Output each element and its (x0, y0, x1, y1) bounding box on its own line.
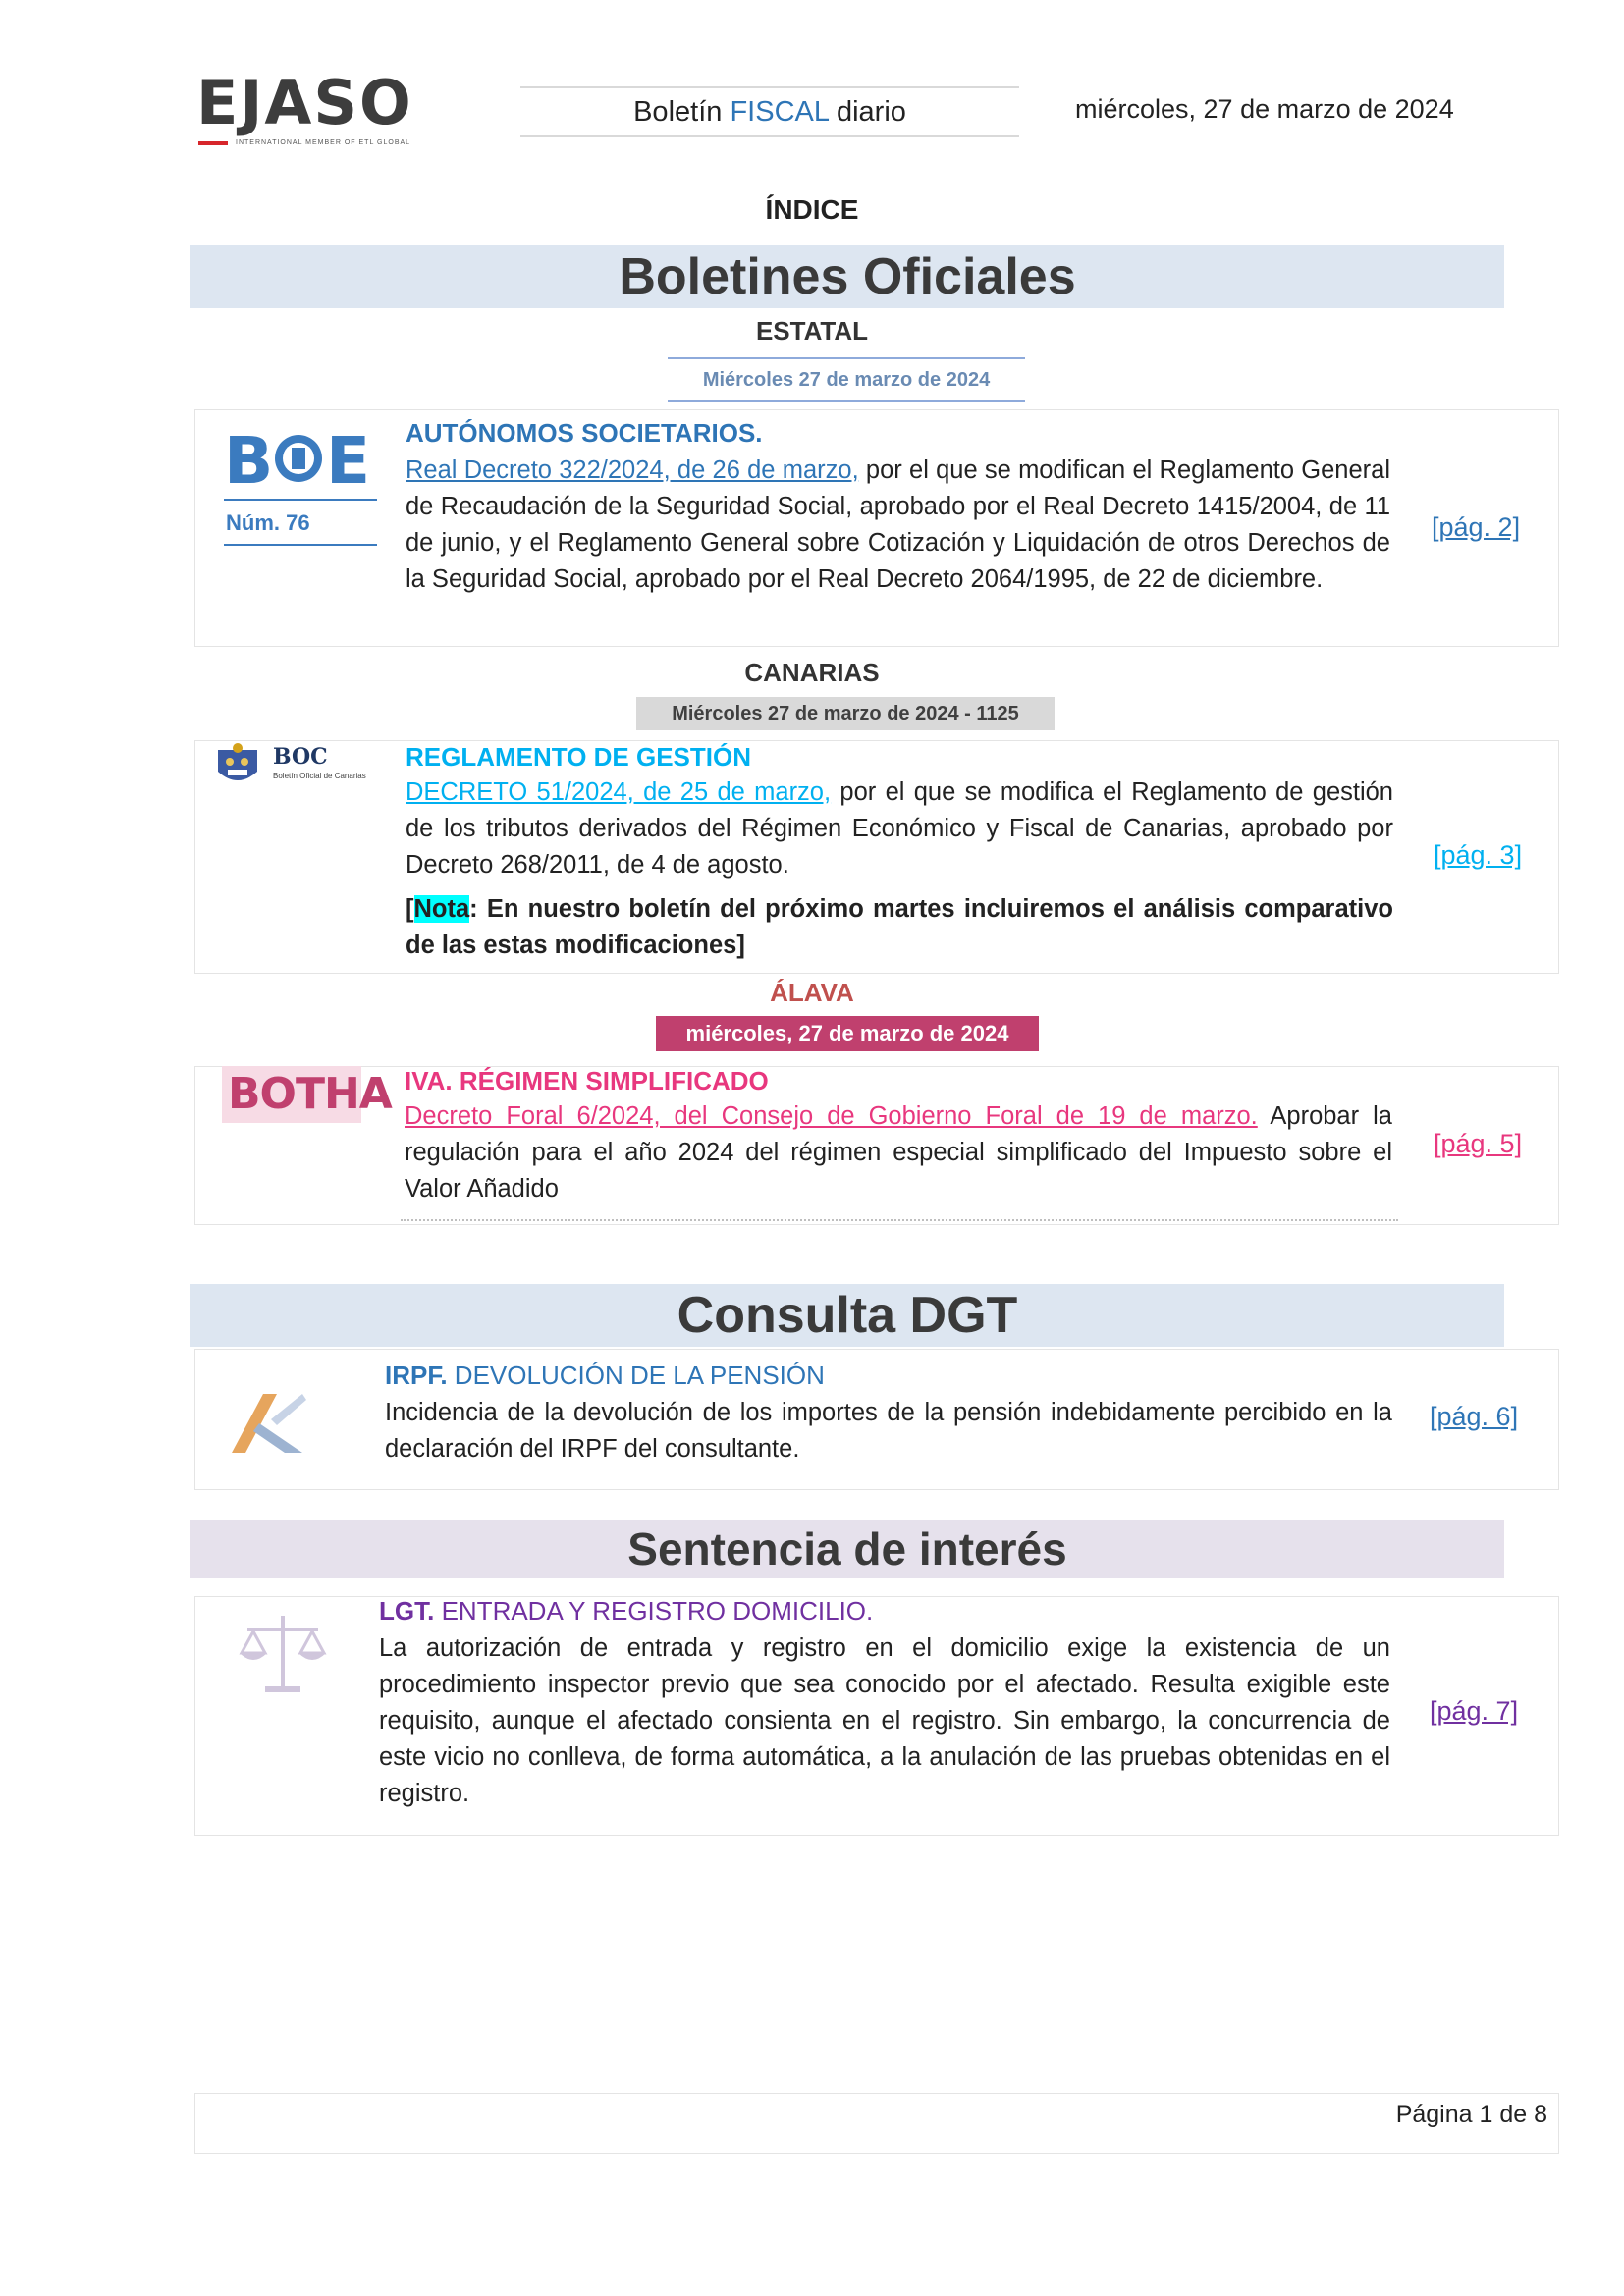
alava-divider (401, 1219, 1398, 1221)
canarias-note (406, 891, 1393, 964)
alava-decree-link[interactable]: Decreto Foral 6/2024, del Consejo de Gobierno Foral de 19 de marzo. (405, 1102, 1258, 1130)
estatal-body-text: por el que se modifican el Reglamento General de Recaudación de la Seguridad Social, aprobado por el Real Decreto 1415/2004, de 11 de junio, y el Reglamento General sobre Cotización y Liquidación de otros Derechos de la Seguridad Social, aprobado por el Real Decreto 2064/1995, de 22 de diciembre. (406, 456, 1390, 593)
alava-page-link[interactable]: [pág. 5] (1434, 1129, 1523, 1158)
sentencia-heading (379, 1596, 1390, 1627)
botha-logo (222, 1066, 392, 1123)
logo-red-bar (198, 141, 228, 145)
aeat-logo-graphic (224, 1384, 312, 1463)
alava-body-text: Aprobar la regulación para el año 2024 del régimen especial simplificado del Impuesto sobre el Valor Añadido (405, 1102, 1392, 1202)
consulta-content (385, 1361, 1392, 1468)
region-alava: ÁLAVA (770, 978, 854, 1007)
header-date: miércoles, 27 de marzo de 2024 (1075, 94, 1454, 124)
alava-date-badge: miércoles, 27 de marzo de 2024 (656, 1016, 1039, 1051)
consulta-page-link[interactable]: [pág. 6] (1430, 1402, 1519, 1431)
region-estatal: ESTATAL (755, 316, 869, 346)
svg-text:E: E (326, 424, 371, 499)
bulletin-prefix: Boletín (633, 96, 723, 128)
estatal-date-badge: Miércoles 27 de marzo de 2024 (668, 357, 1025, 402)
boe-logo (224, 424, 381, 548)
sentencia-body: La autorización de entrada y registro en el domicilio exige la existencia de un procedimiento inspector previo que sea conocido por el afectado. Resulta exigible este requisito, aunque el afectado consienta en el registro. Sin embargo, la concurrencia de este vicio no conlleva, de forma automática, a la anulación de las pruebas obtenidas en el registro. (379, 1634, 1390, 1807)
logo-tagline: INTERNATIONAL MEMBER OF ETL GLOBAL (236, 139, 411, 146)
alava-content (405, 1066, 1392, 1207)
canarias-page-link[interactable]: [pág. 3] (1434, 840, 1523, 870)
svg-text:B: B (224, 424, 275, 499)
estatal-page-link[interactable]: [pág. 2] (1432, 512, 1521, 542)
section-boletines-oficiales: Boletines Oficiales (190, 245, 1504, 308)
sentencia-heading-text: ENTRADA Y REGISTRO DOMICILIO. (434, 1596, 874, 1626)
canarias-title: REGLAMENTO DE GESTIÓN (406, 742, 751, 772)
section-sentencia-interes: Sentencia de interés (190, 1520, 1504, 1578)
boc-subtitle: Boletín Oficial de Canarias (273, 772, 366, 780)
logo-wordmark: EJASO (196, 67, 413, 138)
bulletin-title (520, 86, 1019, 137)
sentencia-tag: LGT. (379, 1596, 435, 1626)
note-text: : En nuestro boletín del próximo martes incluiremos el análisis comparativo de las estas modificaciones] (406, 895, 1393, 959)
estatal-content (406, 418, 1390, 598)
canarias-date-badge: Miércoles 27 de marzo de 2024 - 1125 (636, 697, 1055, 730)
estatal-body (406, 453, 1390, 598)
sentencia-content (379, 1596, 1390, 1812)
alava-title: IVA. RÉGIMEN SIMPLIFICADO (405, 1066, 769, 1095)
boc-logo (212, 742, 383, 791)
scales-icon (238, 1610, 328, 1700)
consulta-body: Incidencia de la devolución de los importes de la pensión indebidamente percibido en la declaración del IRPF del consultante. (385, 1399, 1392, 1463)
boe-number: Núm. 76 (226, 510, 310, 535)
consulta-heading (385, 1361, 1392, 1391)
canarias-body (406, 774, 1393, 883)
scales-graphic (238, 1610, 328, 1700)
footer-page-number: Página 1 de 8 (1395, 2101, 1547, 2128)
canarias-content (406, 742, 1393, 964)
region-canarias: CANARIAS (744, 658, 880, 687)
boc-wordmark: BOC (273, 744, 328, 770)
footer-box (194, 2093, 1559, 2154)
index-title: ÍNDICE (765, 194, 859, 225)
estatal-decree-link[interactable]: Real Decreto 322/2024, de 26 de marzo, (406, 456, 859, 484)
section-consulta-dgt: Consulta DGT (190, 1284, 1504, 1347)
bulletin-suffix: diario (836, 96, 906, 128)
sentencia-page-link[interactable]: [pág. 7] (1430, 1696, 1519, 1726)
ejaso-logo (196, 67, 432, 151)
alava-body (405, 1098, 1392, 1207)
canarias-body-text: por el que se modifica el Reglamento de gestión de los tributos derivados del Régimen Económico y Fiscal de Canarias, aprobado por Decreto 268/2011, de 4 de agosto. (406, 778, 1393, 879)
canarias-decree-link[interactable]: DECRETO 51/2024, de 25 de marzo, (406, 778, 832, 806)
bulletin-fiscal: FISCAL (730, 96, 829, 128)
botha-wordmark: BOTHA (228, 1069, 392, 1119)
consulta-tag: IRPF. (385, 1361, 448, 1390)
aeat-logo-icon (224, 1384, 312, 1463)
note-label: Nota (413, 895, 470, 923)
consulta-heading-text: DEVOLUCIÓN DE LA PENSIÓN (447, 1361, 825, 1390)
estatal-title: AUTÓNOMOS SOCIETARIOS. (406, 418, 763, 448)
note-open: [ (406, 895, 414, 923)
